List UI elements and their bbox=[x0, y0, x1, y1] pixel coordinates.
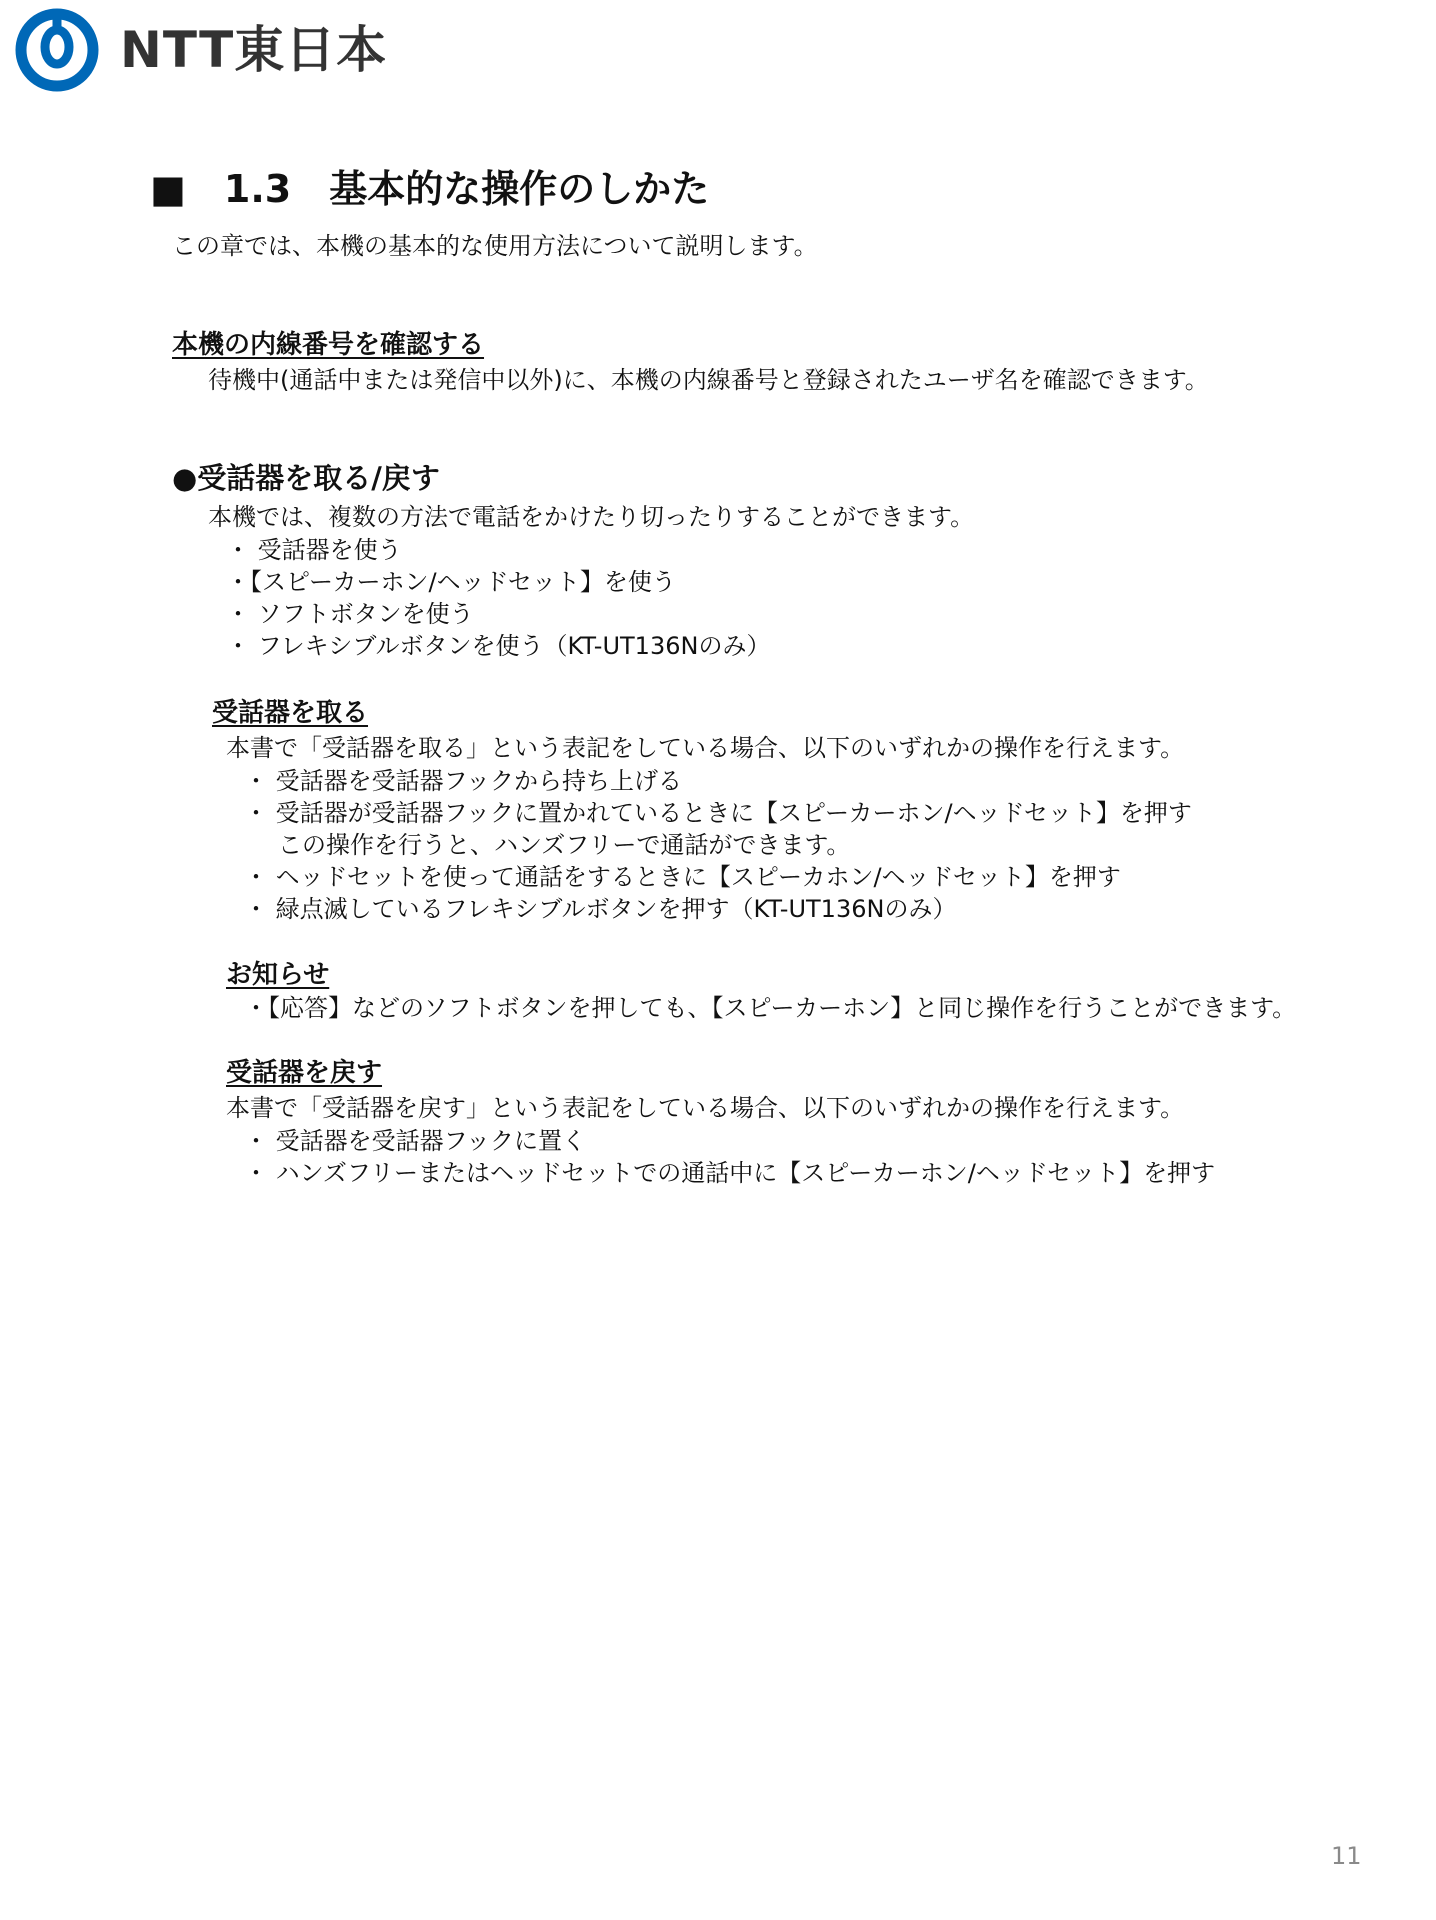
section-title: ■ 1.3 基本的な操作のしかた bbox=[150, 167, 710, 211]
list-item: ・【スピーカーホン/ヘッドセット】を使う bbox=[226, 568, 676, 596]
list-item: ・ 受話器を使う bbox=[226, 536, 402, 564]
notice-item: ・【応答】などのソフトボタンを押しても、【スピーカーホン】と同じ操作を行うことができます。 bbox=[244, 994, 1297, 1022]
pickup-intro: 本書で「受話器を取る」という表記をしている場合、以下のいずれかの操作を行えます。 bbox=[226, 734, 1185, 762]
list-item: ・ 受話器を受話器フックに置く bbox=[244, 1127, 586, 1155]
list-item: ・ ヘッドセットを使って通話をするときに【スピーカホン/ヘッドセット】を押す bbox=[244, 863, 1121, 891]
notice-heading: お知らせ bbox=[226, 960, 330, 990]
ntt-logo-mark-icon bbox=[12, 8, 102, 92]
list-item-note: この操作を行うと、ハンズフリーで通話ができます。 bbox=[278, 831, 851, 859]
list-item: ・ 受話器を受話器フックから持ち上げる bbox=[244, 767, 682, 795]
extension-text: 待機中(通話中または発信中以外)に、本機の内線番号と登録されたユーザ名を確認できます。 bbox=[208, 366, 1209, 394]
ntt-east-logo bbox=[12, 8, 387, 92]
handset-intro: 本機では、複数の方法で電話をかけたり切ったりすることができます。 bbox=[208, 503, 975, 531]
list-item: ・ フレキシブルボタンを使う（KT-UT136Nのみ） bbox=[226, 632, 771, 660]
hangup-intro: 本書で「受話器を戻す」という表記をしている場合、以下のいずれかの操作を行えます。 bbox=[226, 1094, 1185, 1122]
hangup-heading: 受話器を戻す bbox=[226, 1058, 383, 1088]
extension-heading: 本機の内線番号を確認する bbox=[172, 330, 485, 360]
list-item: ・ ハンズフリーまたはヘッドセットでの通話中に【スピーカーホン/ヘッドセット】を押す bbox=[244, 1159, 1216, 1187]
handset-heading: ●受話器を取る/戻す bbox=[172, 461, 440, 495]
pickup-heading: 受話器を取る bbox=[212, 698, 369, 728]
logo-text: NTT東日本 bbox=[120, 21, 388, 79]
list-item: ・ ソフトボタンを使う bbox=[226, 600, 474, 628]
section-intro: この章では、本機の基本的な使用方法について説明します。 bbox=[172, 232, 818, 260]
page-number: 11 bbox=[1331, 1842, 1362, 1870]
list-item: ・ 受話器が受話器フックに置かれているときに【スピーカーホン/ヘッドセット】を押す bbox=[244, 799, 1192, 827]
list-item: ・ 緑点滅しているフレキシブルボタンを押す（KT-UT136Nのみ） bbox=[244, 895, 957, 923]
